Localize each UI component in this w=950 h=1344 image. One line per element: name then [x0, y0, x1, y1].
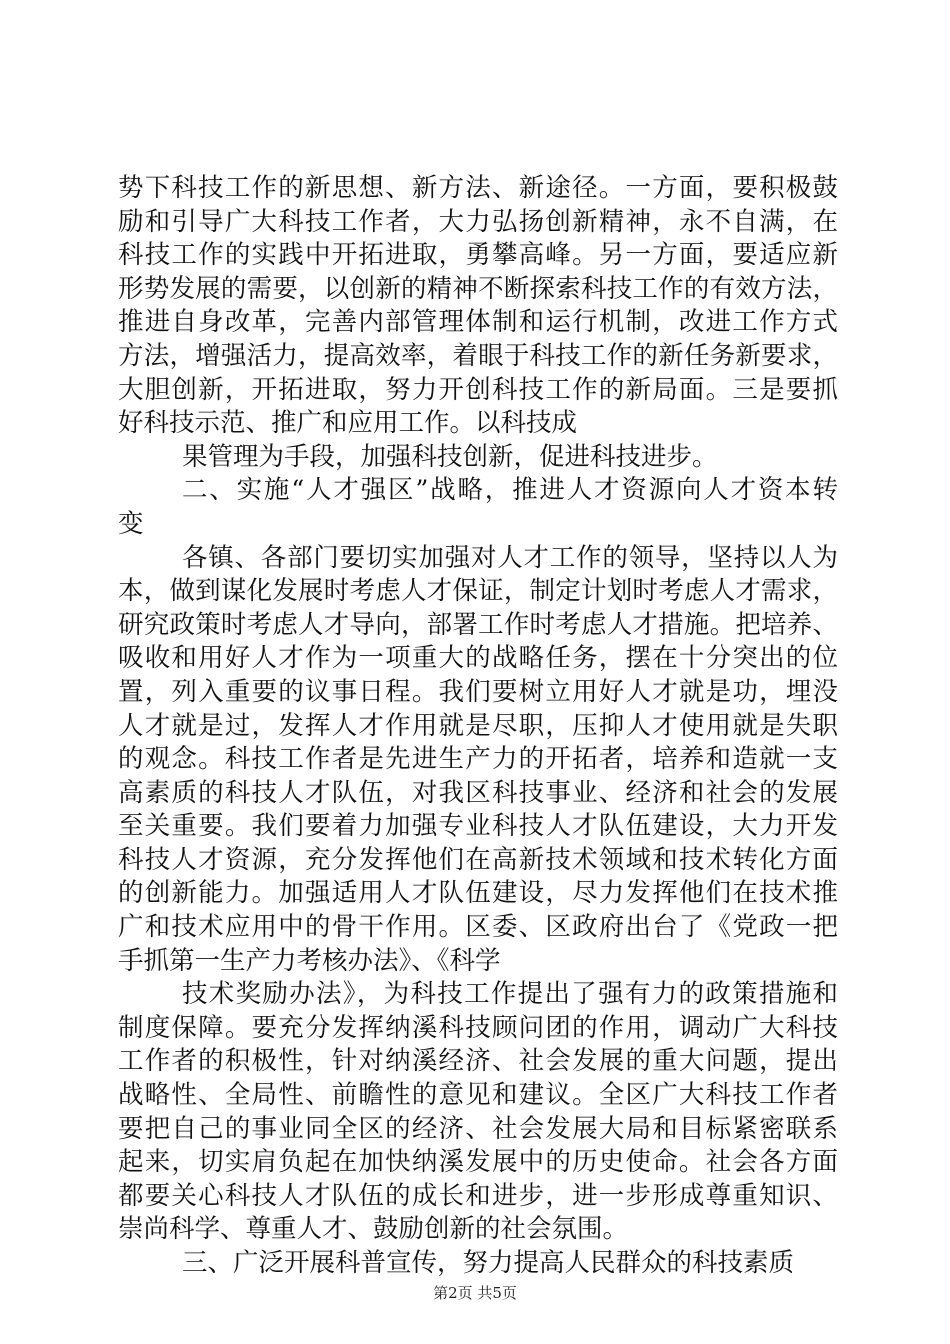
text-line: 二、实施“人才强区”战略，推进人才资源向人才资本转 — [182, 475, 838, 506]
text-line: 人才就是过，发挥人才作用就是尽职，压抑人才使用就是失职 — [118, 710, 838, 741]
text-line: 的观念。科技工作者是先进生产力的开拓者，培养和造就一支 — [118, 744, 838, 775]
text-line: 的创新能力。加强适用人才队伍建设，尽力发挥他们在技术推 — [118, 878, 838, 909]
text-line: 大胆创新，开拓进取，努力开创科技工作的新局面。三是要抓 — [118, 374, 838, 405]
text-line: 战略性、全局性、前瞻性的意见和建议。全区广大科技工作者 — [118, 1080, 838, 1111]
page-footer: 第2页 共5页 — [433, 1284, 517, 1302]
text-line: 起来，切实肩负起在加快纳溪发展中的历史使命。社会各方面 — [118, 1147, 838, 1178]
text-line: 吸收和用好人才作为一项重大的战略任务，摆在十分突出的位 — [118, 643, 838, 674]
text-line: 科技人才资源，充分发挥他们在高新技术领域和技术转化方面 — [118, 844, 838, 875]
body-text — [118, 172, 838, 1281]
text-line: 置，列入重要的议事日程。我们要树立用好人才就是功，埋没 — [118, 676, 838, 707]
text-line: 科技工作的实践中开拓进取，勇攀高峰。另一方面，要适应新 — [118, 240, 838, 271]
text-line: 本，做到谋化发展时考虑人才保证，制定计划时考虑人才需求， — [118, 576, 838, 607]
text-line: 变 — [118, 508, 144, 539]
text-line: 要把自己的事业同全区的经济、社会发展大局和目标紧密联系 — [118, 1113, 838, 1144]
text-line: 制度保障。要充分发挥纳溪科技顾问团的作用，调动广大科技 — [118, 1012, 838, 1043]
text-line: 高素质的科技人才队伍，对我区科技事业、经济和社会的发展 — [118, 777, 838, 808]
text-line: 形势发展的需要，以创新的精神不断探索科技工作的有效方法， — [118, 273, 838, 304]
text-line: 励和引导广大科技工作者，大力弘扬创新精神，永不自满，在 — [118, 206, 838, 237]
text-line: 工作者的积极性，针对纳溪经济、社会发展的重大问题，提出 — [118, 1046, 838, 1077]
text-line: 手抓第一生产力考核办法》、《科学 — [118, 945, 501, 976]
text-line: 研究政策时考虑人才导向，部署工作时考虑人才措施。把培养、 — [118, 609, 838, 640]
text-line: 推进自身改革，完善内部管理体制和运行机制，改进工作方式 — [118, 307, 838, 338]
text-line: 广和技术应用中的骨干作用。区委、区政府出台了《党政一把 — [118, 912, 838, 943]
text-line: 技术奖励办法》，为科技工作提出了强有力的政策措施和 — [182, 979, 838, 1010]
text-line: 各镇、各部门要切实加强对人才工作的领导，坚持以人为 — [182, 542, 838, 573]
text-line: 好科技示范、推广和应用工作。以科技成 — [118, 408, 578, 439]
text-line: 方法，增强活力，提高效率，着眼于科技工作的新任务新要求， — [118, 340, 838, 371]
text-line: 果管理为手段，加强科技创新，促进科技进步。 — [182, 441, 718, 472]
text-line: 崇尚科学、尊重人才、鼓励创新的社会氛围。 — [118, 1214, 629, 1245]
text-line: 三、广泛开展科普宣传，努力提高人民群众的科技素质 — [182, 1248, 795, 1278]
text-line: 都要关心科技人才队伍的成长和进步，进一步形成尊重知识、 — [118, 1180, 838, 1211]
text-line: 势下科技工作的新思想、新方法、新途径。一方面，要积极鼓 — [118, 173, 838, 203]
text-line: 至关重要。我们要着力加强专业科技人才队伍建设，大力开发 — [118, 811, 838, 842]
